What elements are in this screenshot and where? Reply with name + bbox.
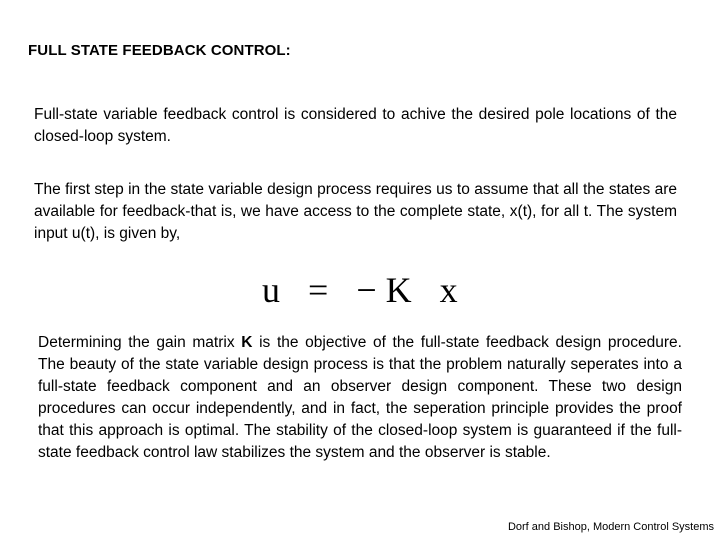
equation-state: x (439, 270, 458, 310)
gain-matrix-symbol: K (241, 334, 253, 351)
gain-matrix-paragraph (38, 332, 682, 464)
gain-paragraph-lead: Determining the gain matrix (38, 334, 242, 351)
equation-equals: = (308, 270, 329, 310)
gain-paragraph-body: is the objective of the full-state feedback design procedure. The beauty of the state variable design process is that the problem naturally seperates into a full-state feedback component and an observer design component. These two design procedures can occur independently, and in fact, the seperation principle provides the proof that this approach is optimal. The stability of the closed-loop system is guaranteed if the full-state feedback control law stabilizes the system and the observer is stable. (38, 334, 682, 461)
slide-title: FULL STATE FEEDBACK CONTROL: (28, 42, 291, 59)
intro-paragraph: Full-state variable feedback control is considered to achive the desired pole locations of the closed-loop system. (34, 106, 677, 145)
control-law-equation (262, 268, 458, 312)
equation-sign: − (356, 270, 377, 310)
equation-gain: K (385, 270, 412, 310)
equation-lhs: u (262, 270, 280, 310)
citation: Dorf and Bishop, Modern Control Systems (507, 521, 714, 533)
design-step-paragraph: The first step in the state variable design process requires us to assume that all the states are available for feedback-that is, we have access to the complete state, x(t), for all t. The system input u(t), is given by, (34, 181, 677, 242)
